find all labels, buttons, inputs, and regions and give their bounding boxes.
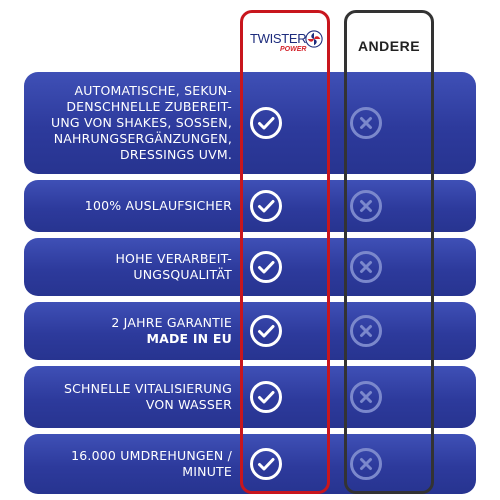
feature-label-line: 100% AUSLAUFSICHER: [84, 198, 232, 213]
brand-subtitle: POWER: [280, 46, 307, 53]
feature-label-line: AUTOMATISCHE, SEKUN-: [74, 83, 232, 98]
feature-label-line: 2 JAHRE GARANTIE: [111, 315, 232, 330]
feature-label-line: VON WASSER: [145, 397, 232, 412]
feature-label-line: MINUTE: [182, 464, 232, 479]
other-column-title: ANDERE: [357, 38, 421, 54]
feature-label-line: DRESSINGS UVM.: [120, 147, 232, 162]
feature-label: [24, 72, 232, 174]
feature-label-line: 16.000 UMDREHUNGEN /: [71, 448, 232, 463]
feature-label: [24, 366, 232, 428]
feature-label: [24, 180, 232, 232]
feature-label-line: NAHRUNGSERGÄNZUNGEN,: [53, 131, 232, 146]
feature-label-line: UNGSQUALITÄT: [133, 267, 232, 282]
twister-column-frame: [240, 10, 330, 494]
feature-label-line: HOHE VERARBEIT-: [115, 251, 232, 266]
feature-label-line: UNG VON SHAKES, SOSSEN,: [51, 115, 232, 130]
feature-label: [24, 302, 232, 360]
other-column-frame: [344, 10, 434, 494]
twister-power-logo: [250, 29, 324, 59]
feature-label: [24, 434, 232, 494]
feature-label-line: DENSCHNELLE ZUBEREIT-: [66, 99, 232, 114]
feature-label-line: SCHNELLE VITALISIERUNG: [63, 381, 232, 396]
brand-name: TWISTER: [250, 31, 307, 46]
swirl-logo-icon: [305, 30, 323, 48]
feature-label: [24, 238, 232, 296]
feature-label-line: MADE IN EU: [146, 331, 232, 346]
